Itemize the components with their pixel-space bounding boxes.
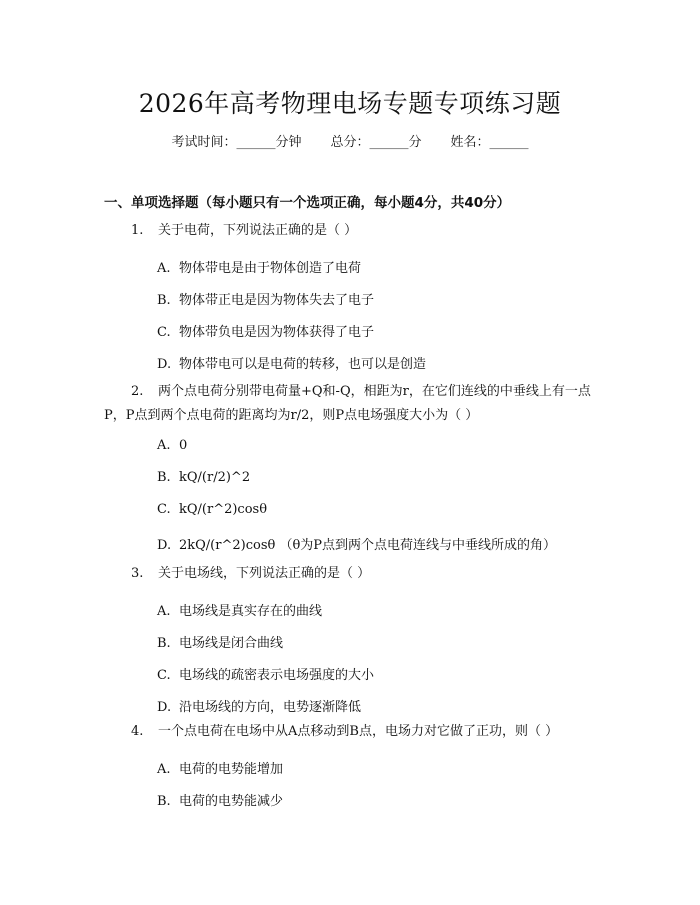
option-letter: A. bbox=[157, 762, 171, 777]
exam-score: 总分：______分 bbox=[330, 135, 422, 150]
option-text: 物体带正电是因为物体失去了电子 bbox=[179, 293, 375, 308]
question-text: 一个点电荷在电场中从A点移动到B点，电场力对它做了正功，则（ ） bbox=[158, 724, 559, 739]
option-text: 电场线是真实存在的曲线 bbox=[179, 604, 323, 619]
question-3 bbox=[131, 561, 370, 587]
option-text: 电荷的电势能增加 bbox=[179, 762, 284, 777]
option-2b bbox=[157, 470, 250, 485]
option-2c bbox=[157, 502, 267, 517]
option-letter: B. bbox=[157, 636, 171, 651]
question-number: 3. bbox=[131, 566, 144, 581]
exam-time: 考试时间：______分钟 bbox=[171, 135, 302, 150]
option-text: 电场线是闭合曲线 bbox=[179, 636, 284, 651]
option-letter: B. bbox=[157, 470, 171, 485]
option-3d bbox=[157, 696, 361, 715]
option-4b bbox=[157, 790, 283, 809]
question-text: 两个点电荷分别带电荷量+Q和-Q，相距为r，在它们连线的中垂线上有一点P，P点到两个点电荷的距离均为r/2，则P点电场强度大小为（ ） bbox=[104, 384, 591, 423]
option-text: kQ/(r^2)cosθ bbox=[179, 502, 268, 517]
option-text: kQ/(r/2)^2 bbox=[179, 470, 251, 485]
exam-meta bbox=[0, 131, 700, 150]
option-3c bbox=[157, 664, 374, 683]
option-letter: C. bbox=[157, 668, 171, 683]
option-4a bbox=[157, 758, 283, 777]
option-1d bbox=[157, 353, 426, 372]
option-text: 物体带电可以是电荷的转移，也可以是创造 bbox=[179, 357, 427, 372]
question-number: 4. bbox=[131, 724, 144, 739]
option-letter: C. bbox=[157, 325, 171, 340]
question-text: 关于电场线，下列说法正确的是（ ） bbox=[158, 566, 371, 581]
option-letter: B. bbox=[157, 293, 171, 308]
document-title: 2026年高考物理电场专题专项练习题 bbox=[138, 89, 562, 118]
option-text: 电场线的疏密表示电场强度的大小 bbox=[179, 668, 375, 683]
question-1 bbox=[131, 218, 357, 244]
option-3b bbox=[157, 632, 283, 651]
section-heading: 一、单项选择题（每小题只有一个选项正确，每小题4分，共40分） bbox=[104, 195, 511, 211]
option-text: 0 bbox=[179, 438, 188, 453]
option-2a bbox=[157, 438, 187, 453]
option-letter: C. bbox=[157, 502, 171, 517]
option-text: 沿电场线的方向，电势逐渐降低 bbox=[179, 700, 362, 715]
question-number: 2. bbox=[131, 384, 144, 399]
option-letter: A. bbox=[157, 604, 171, 619]
question-2 bbox=[104, 380, 604, 428]
option-letter: A. bbox=[157, 261, 171, 276]
option-letter: A. bbox=[157, 438, 171, 453]
option-2d bbox=[157, 534, 556, 553]
option-1b bbox=[157, 289, 374, 308]
question-text: 关于电荷，下列说法正确的是（ ） bbox=[158, 223, 358, 238]
option-3a bbox=[157, 600, 322, 619]
question-4 bbox=[131, 719, 558, 745]
option-letter: B. bbox=[157, 794, 171, 809]
option-text: 物体带电是由于物体创造了电荷 bbox=[179, 261, 362, 276]
option-letter: D. bbox=[157, 538, 172, 553]
option-1c bbox=[157, 321, 374, 340]
option-text: 物体带负电是因为物体获得了电子 bbox=[179, 325, 375, 340]
question-number: 1. bbox=[131, 223, 144, 238]
option-letter: D. bbox=[157, 357, 172, 372]
student-name: 姓名：______ bbox=[450, 135, 529, 150]
option-text: 电荷的电势能减少 bbox=[179, 794, 284, 809]
option-text: 2kQ/(r^2)cosθ （θ为P点到两个点电荷连线与中垂线所成的角） bbox=[179, 538, 557, 553]
option-letter: D. bbox=[157, 700, 172, 715]
option-1a bbox=[157, 257, 361, 276]
